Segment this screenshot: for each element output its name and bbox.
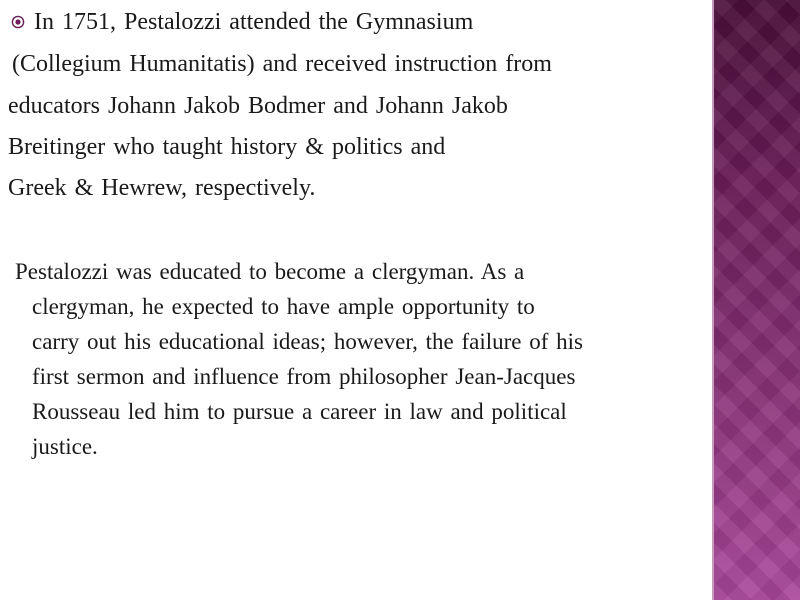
paragraph2-line-4: first sermon and influence from philosopher Jean-Jacques	[32, 364, 576, 389]
side-bar-texture	[712, 0, 800, 600]
paragraph2-line-2: clergyman, he expected to have ample opportunity to	[32, 294, 535, 319]
paragraph2-line-6: justice.	[32, 434, 98, 459]
paragraph2-line-3: carry out his educational ideas; however, the failure of his	[32, 329, 583, 354]
paragraph1-line-4: Breitinger who taught history & politics and	[8, 134, 446, 160]
paragraph1-line-2: (Collegium Humanitatis) and received instruction from	[12, 51, 552, 77]
paragraph1-line-5: Greek & Hewrew, respectively.	[8, 175, 316, 201]
side-bar-divider	[712, 0, 714, 600]
paragraph1-line-3: educators Johann Jakob Bodmer and Johann Jakob	[8, 93, 508, 119]
circled-dot-bullet-icon	[11, 15, 25, 29]
paragraph2-line-5: Rousseau led him to pursue a career in law and political	[32, 399, 567, 424]
paragraph2-line-1: Pestalozzi was educated to become a clergyman. As a	[15, 259, 525, 284]
paragraph1-line-1: In 1751, Pestalozzi attended the Gymnasium	[34, 9, 474, 35]
decorative-side-bar	[712, 0, 800, 600]
